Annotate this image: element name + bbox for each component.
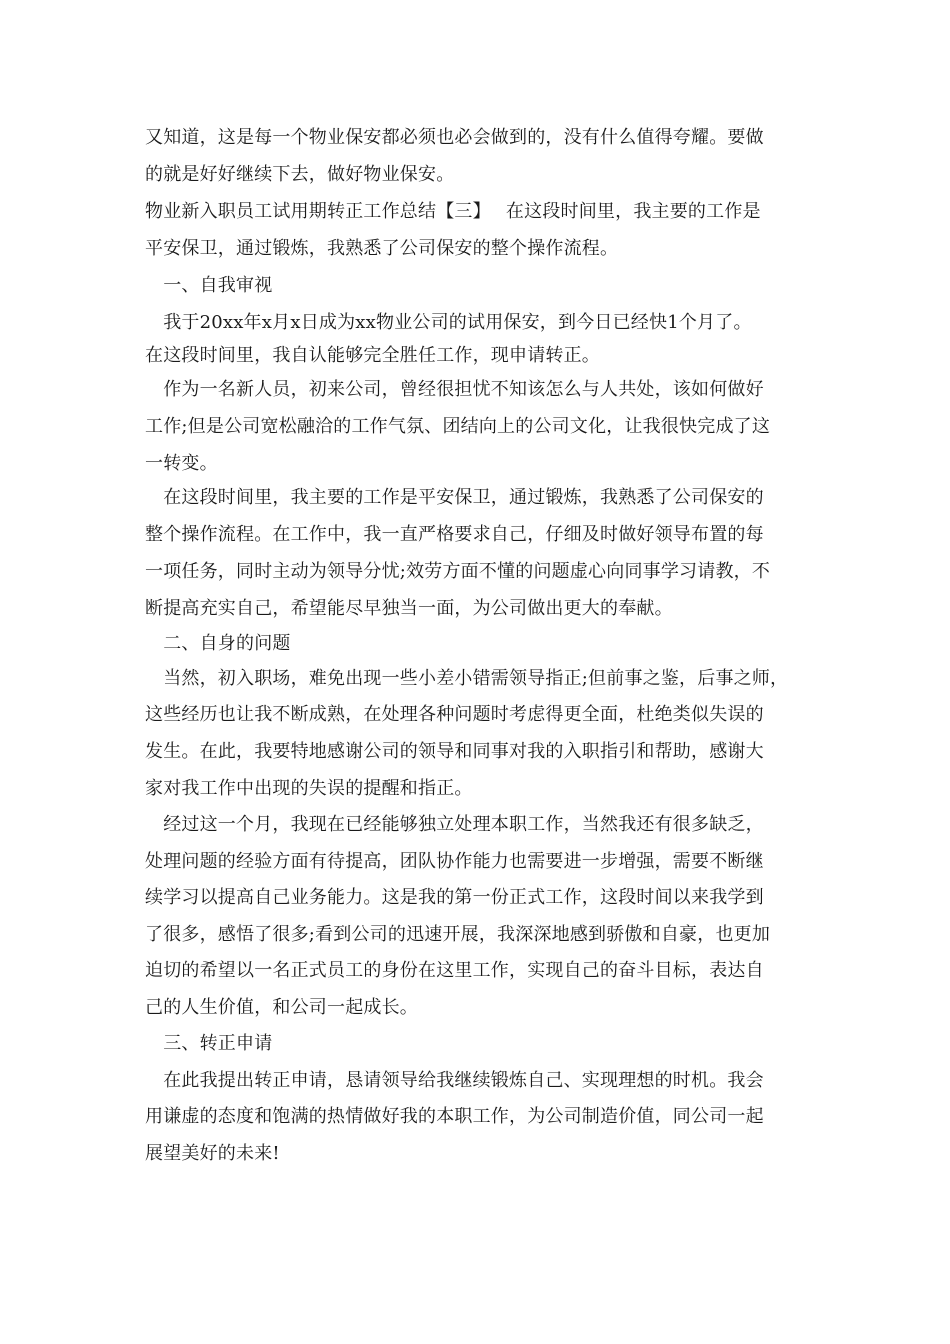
- text-line: 处理问题的经验方面有待提高，团队协作能力也需要进一步增强，需要不断继: [145, 851, 764, 872]
- text-line: 展望美好的未来!: [145, 1143, 280, 1164]
- text-line: 家对我工作中出现的失误的提醒和指正。: [145, 778, 473, 799]
- text-line: 用谦虚的态度和饱满的热情做好我的本职工作，为公司制造价值，同公司一起: [145, 1106, 764, 1127]
- text-line: 这些经历也让我不断成熟，在处理各种问题时考虑得更全面，杜绝类似失误的: [145, 704, 764, 725]
- text-line: 的就是好好继续下去，做好物业保安。: [145, 164, 455, 185]
- text-line: 一转变。: [145, 453, 218, 474]
- text-line: 迫切的希望以一名正式员工的身份在这里工作，实现自己的奋斗目标，表达自: [145, 960, 764, 981]
- text-line: 断提高充实自己，希望能尽早独当一面，为公司做出更大的奉献。: [145, 598, 673, 619]
- section-heading-line: 物业新入职员工试用期转正工作总结【三】 在这段时间里，我主要的工作是: [145, 201, 761, 222]
- text-line: 一项任务，同时主动为领导分忧;效劳方面不懂的问题虚心向同事学习请教，不: [145, 561, 771, 582]
- text-line: 作为一名新人员，初来公司，曾经很担忧不知该怎么与人共处，该如何做好: [145, 379, 764, 400]
- text-line: 又知道，这是每一个物业保安都必须也必会做到的，没有什么值得夸耀。要做: [145, 127, 764, 148]
- text-line: 在此我提出转正申请，恳请领导给我继续锻炼自己、实现理想的时机。我会: [145, 1070, 764, 1091]
- text-line: 发生。在此，我要特地感谢公司的领导和同事对我的入职指引和帮助，感谢大: [145, 741, 764, 762]
- text-line: 经过这一个月，我现在已经能够独立处理本职工作，当然我还有很多缺乏，: [145, 814, 764, 835]
- subheading-own-problems: 二、自身的问题: [145, 633, 291, 654]
- text-line: 当然，初入职场，难免出现一些小差小错需领导指正;但前事之鉴，后事之师，: [145, 668, 789, 689]
- subheading-self-review: 一、自我审视: [145, 275, 273, 296]
- subheading-regularization-application: 三、转正申请: [145, 1033, 273, 1054]
- text-line: 工作;但是公司宽松融洽的工作气氛、团结向上的公司文化，让我很快完成了这: [145, 416, 771, 437]
- text-line: 己的人生价值，和公司一起成长。: [145, 997, 418, 1018]
- text-line: 在这段时间里，我自认能够完全胜任工作，现申请转正。: [145, 345, 600, 366]
- text-line: 在这段时间里，我主要的工作是平安保卫，通过锻炼，我熟悉了公司保安的: [145, 487, 764, 508]
- text-line: 整个操作流程。在工作中，我一直严格要求自己，仔细及时做好领导布置的每: [145, 524, 764, 545]
- text-line: 续学习以提高自己业务能力。这是我的第一份正式工作，这段时间以来我学到: [145, 887, 764, 908]
- text-line: 了很多，感悟了很多;看到公司的迅速开展，我深深地感到骄傲和自豪，也更加: [145, 924, 771, 945]
- text-line: 平安保卫，通过锻炼，我熟悉了公司保安的整个操作流程。: [145, 238, 619, 259]
- text-line: 我于20xx年x月x日成为xx物业公司的试用保安，到今日已经快1个月了。: [145, 312, 752, 333]
